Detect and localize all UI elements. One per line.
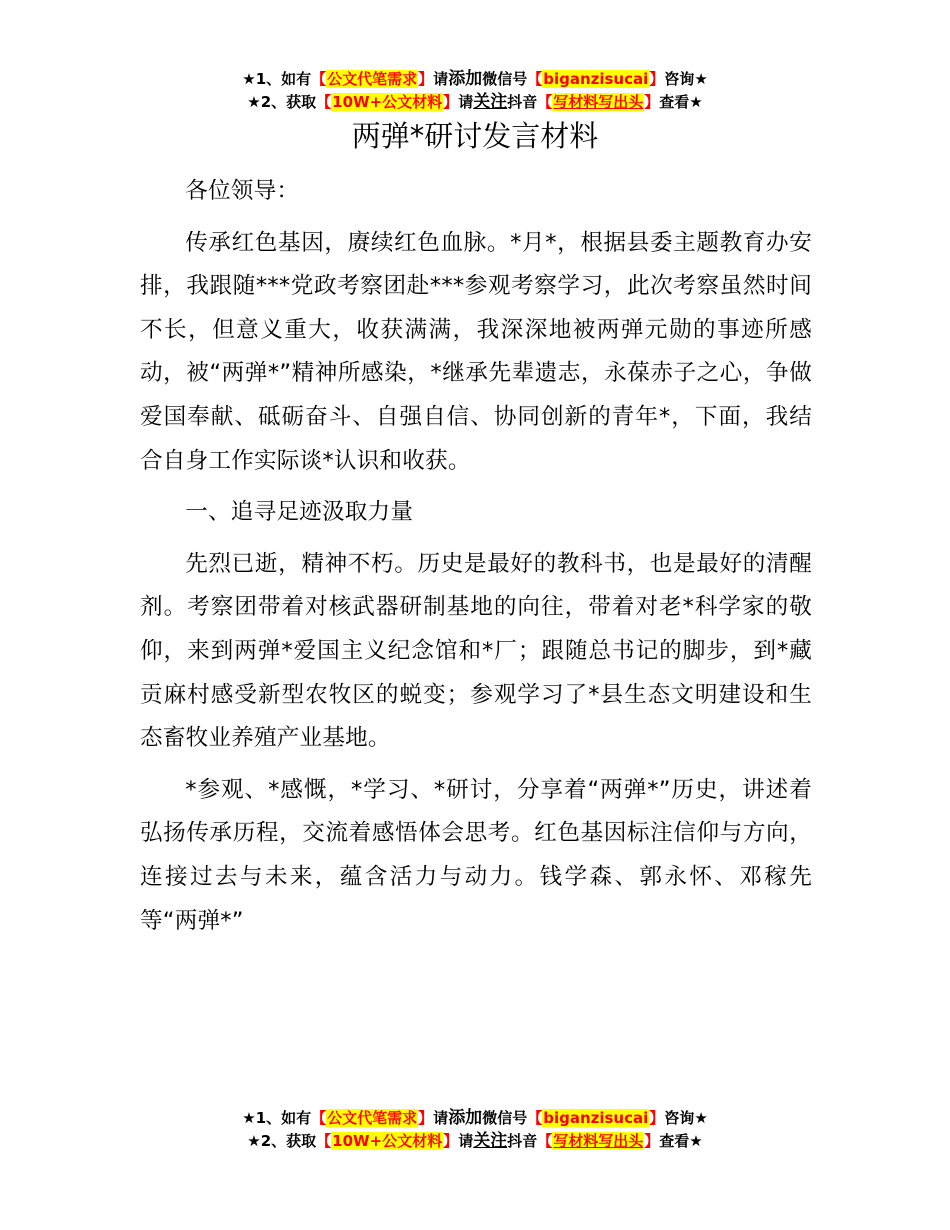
bracket-close: 】 xyxy=(443,93,459,111)
section-heading: 一、追寻足迹汲取力量 xyxy=(185,499,414,526)
bracket-close: 】 xyxy=(418,70,434,88)
highlight-wechat-id: biganzisucai xyxy=(543,1109,649,1127)
banner-line-2 xyxy=(0,91,950,114)
footer-banner xyxy=(0,1107,950,1153)
highlight-service: 公文代笔需求 xyxy=(327,1109,418,1127)
star-icon: ★ xyxy=(242,1109,256,1127)
highlight-materials: 10W+公文材料 xyxy=(332,1132,443,1150)
banner-text: 微信号 xyxy=(482,1109,528,1127)
banner-emphasis: 关注 xyxy=(473,92,508,112)
highlight-wechat-id: biganzisucai xyxy=(543,70,649,88)
highlight-service: 公文代笔需求 xyxy=(327,70,418,88)
banner-text: 请 xyxy=(458,1132,474,1150)
banner-text: 咨询 xyxy=(664,1109,695,1127)
banner-text: 请 xyxy=(458,93,474,111)
header-banner xyxy=(0,68,950,114)
banner-text: 微信号 xyxy=(482,70,528,88)
bracket-open: 【 xyxy=(537,93,553,111)
banner-line-1 xyxy=(0,1107,950,1130)
paragraph-salutation: 各位领导： xyxy=(185,178,300,204)
bracket-open: 【 xyxy=(316,1132,332,1150)
banner-text: 查看 xyxy=(659,1132,690,1150)
banner-text: 查看 xyxy=(659,93,690,111)
star-icon: ★ xyxy=(694,70,708,88)
star-icon: ★ xyxy=(689,1132,703,1150)
banner-emphasis: 添加 xyxy=(448,69,483,89)
document-body xyxy=(140,170,812,951)
banner-text: 抖音 xyxy=(507,1132,538,1150)
bracket-open: 【 xyxy=(527,70,543,88)
bracket-close: 】 xyxy=(644,1132,660,1150)
star-icon: ★ xyxy=(247,1132,261,1150)
star-icon: ★ xyxy=(689,93,703,111)
bracket-open: 【 xyxy=(537,1132,553,1150)
star-icon: ★ xyxy=(694,1109,708,1127)
banner-line-1 xyxy=(0,68,950,91)
highlight-materials: 10W+公文材料 xyxy=(332,93,443,111)
banner-text: 2、获取 xyxy=(260,93,317,111)
bracket-close: 】 xyxy=(649,70,665,88)
banner-line-2 xyxy=(0,1130,950,1153)
banner-text: 咨询 xyxy=(664,70,695,88)
star-icon: ★ xyxy=(247,93,261,111)
paragraph: 传承红色基因，赓续红色血脉。*月*，根据县委主题教育办安排，我跟随***党政考察团赴***参观考察学习，此次考察虽然时间不长，但意义重大，收获满满，我深深地被两弹元勋的事迹所感动，被“两弹*”精神所感染，*继承先辈遗志，永葆赤子之心，争做爱国奉献、砥砺奋斗、自强自信、协同创新的青年*，下面，我结合自身工作实际谈*认识和收获。 xyxy=(140,229,812,474)
bracket-open: 【 xyxy=(316,93,332,111)
banner-text: 1、如有 xyxy=(255,70,312,88)
star-icon: ★ xyxy=(242,70,256,88)
highlight-douyin: 写材料写出头 xyxy=(553,1132,644,1150)
bracket-close: 】 xyxy=(418,1109,434,1127)
bracket-close: 】 xyxy=(443,1132,459,1150)
bracket-close: 】 xyxy=(649,1109,665,1127)
banner-text: 抖音 xyxy=(507,93,538,111)
banner-emphasis: 添加 xyxy=(448,1108,483,1128)
paragraph: *参观、*感慨，*学习、*研讨，分享着“两弹*”历史，讲述着弘扬传承历程，交流着感悟体会思考。红色基因标注信仰与方向，连接过去与未来，蕴含活力与动力。钱学森、郭永怀、邓稼先等“两弹*” xyxy=(140,776,812,934)
bracket-open: 【 xyxy=(527,1109,543,1127)
highlight-douyin: 写材料写出头 xyxy=(553,93,644,111)
banner-text: 1、如有 xyxy=(255,1109,312,1127)
paragraph: 先烈已逝，精神不朽。历史是最好的教科书，也是最好的清醒剂。考察团带着对核武器研制基地的向往，带着对老*科学家的敬仰，来到两弹*爱国主义纪念馆和*厂；跟随总书记的脚步，到*藏贡麻村感受新型农牧区的蜕变；参观学习了*县生态文明建设和生态畜牧业养殖产业基地。 xyxy=(140,550,812,752)
banner-text: 请 xyxy=(433,70,449,88)
banner-text: 请 xyxy=(433,1109,449,1127)
document-title: 两弹*研讨发言材料 xyxy=(351,119,599,153)
bracket-close: 】 xyxy=(644,93,660,111)
bracket-open: 【 xyxy=(311,1109,327,1127)
banner-text: 2、获取 xyxy=(260,1132,317,1150)
banner-emphasis: 关注 xyxy=(473,1131,508,1151)
bracket-open: 【 xyxy=(311,70,327,88)
